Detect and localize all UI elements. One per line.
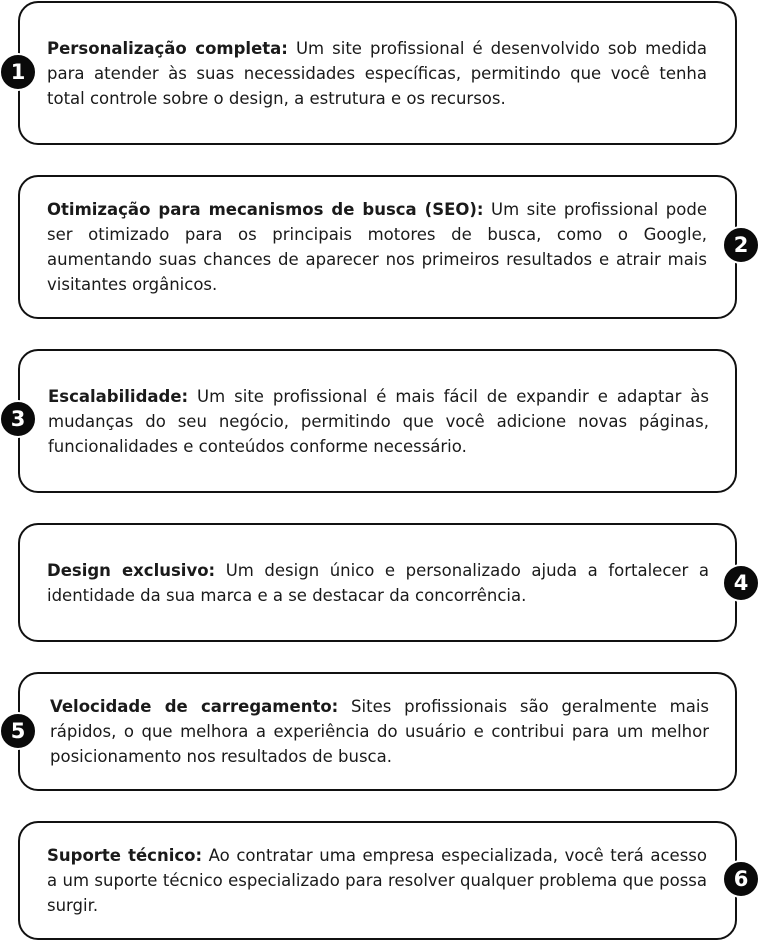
benefit-description: Um site profissional pode ser otimizado para os principais motores de busca, como o Google, aumentando suas chances de aparecer nos primeiros resultados e atrair mais visitantes orgânicos. <box>47 200 707 294</box>
benefit-title: Escalabilidade: <box>48 386 189 406</box>
number-badge-5: 5 <box>0 712 37 750</box>
number-badge-1: 1 <box>0 53 37 91</box>
number-badge-3: 3 <box>0 400 37 438</box>
benefit-title: Velocidade de carregamento: <box>50 697 339 716</box>
benefit-title: Personalização completa: <box>47 38 288 58</box>
benefit-text <box>47 843 707 918</box>
benefit-title: Design exclusivo: <box>47 560 216 580</box>
benefit-card-5 <box>18 672 737 791</box>
benefit-description: Ao contratar uma empresa especializada, você terá acesso a um suporte técnico especializado para resolver qualquer problema que possa surgir. <box>47 846 707 915</box>
benefit-title: Suporte técnico: <box>47 846 203 865</box>
benefit-text <box>47 558 709 608</box>
benefit-description: Um site profissional é mais fácil de expandir e adaptar às mudanças do seu negócio, permitindo que você adicione novas páginas, funcionalidades e conteúdos conforme necessário. <box>48 386 709 456</box>
benefit-card-3 <box>18 349 737 493</box>
benefit-text <box>50 694 709 769</box>
number-badge-2: 2 <box>722 226 759 264</box>
benefit-text <box>48 384 709 459</box>
benefit-description: Sites profissionais são geralmente mais rápidos, o que melhora a experiência do usuário e contribui para um melhor posicionamento nos resultados de busca. <box>50 697 709 766</box>
benefit-description: Um site profissional é desenvolvido sob medida para atender às suas necessidades específicas, permitindo que você tenha total controle sobre o design, a estrutura e os recursos. <box>47 38 708 108</box>
benefit-card-4 <box>18 523 737 642</box>
benefit-card-1 <box>18 1 737 145</box>
number-badge-6: 6 <box>722 860 759 898</box>
benefit-description: Um design único e personalizado ajuda a fortalecer a identidade da sua marca e a se destacar da concorrência. <box>47 560 709 605</box>
benefit-title: Otimização para mecanismos de busca (SEO): <box>47 200 484 219</box>
benefit-text <box>47 197 707 297</box>
number-badge-4: 4 <box>722 564 759 602</box>
benefit-text <box>47 36 707 111</box>
benefit-card-2 <box>18 175 737 319</box>
benefit-card-6 <box>18 821 737 940</box>
